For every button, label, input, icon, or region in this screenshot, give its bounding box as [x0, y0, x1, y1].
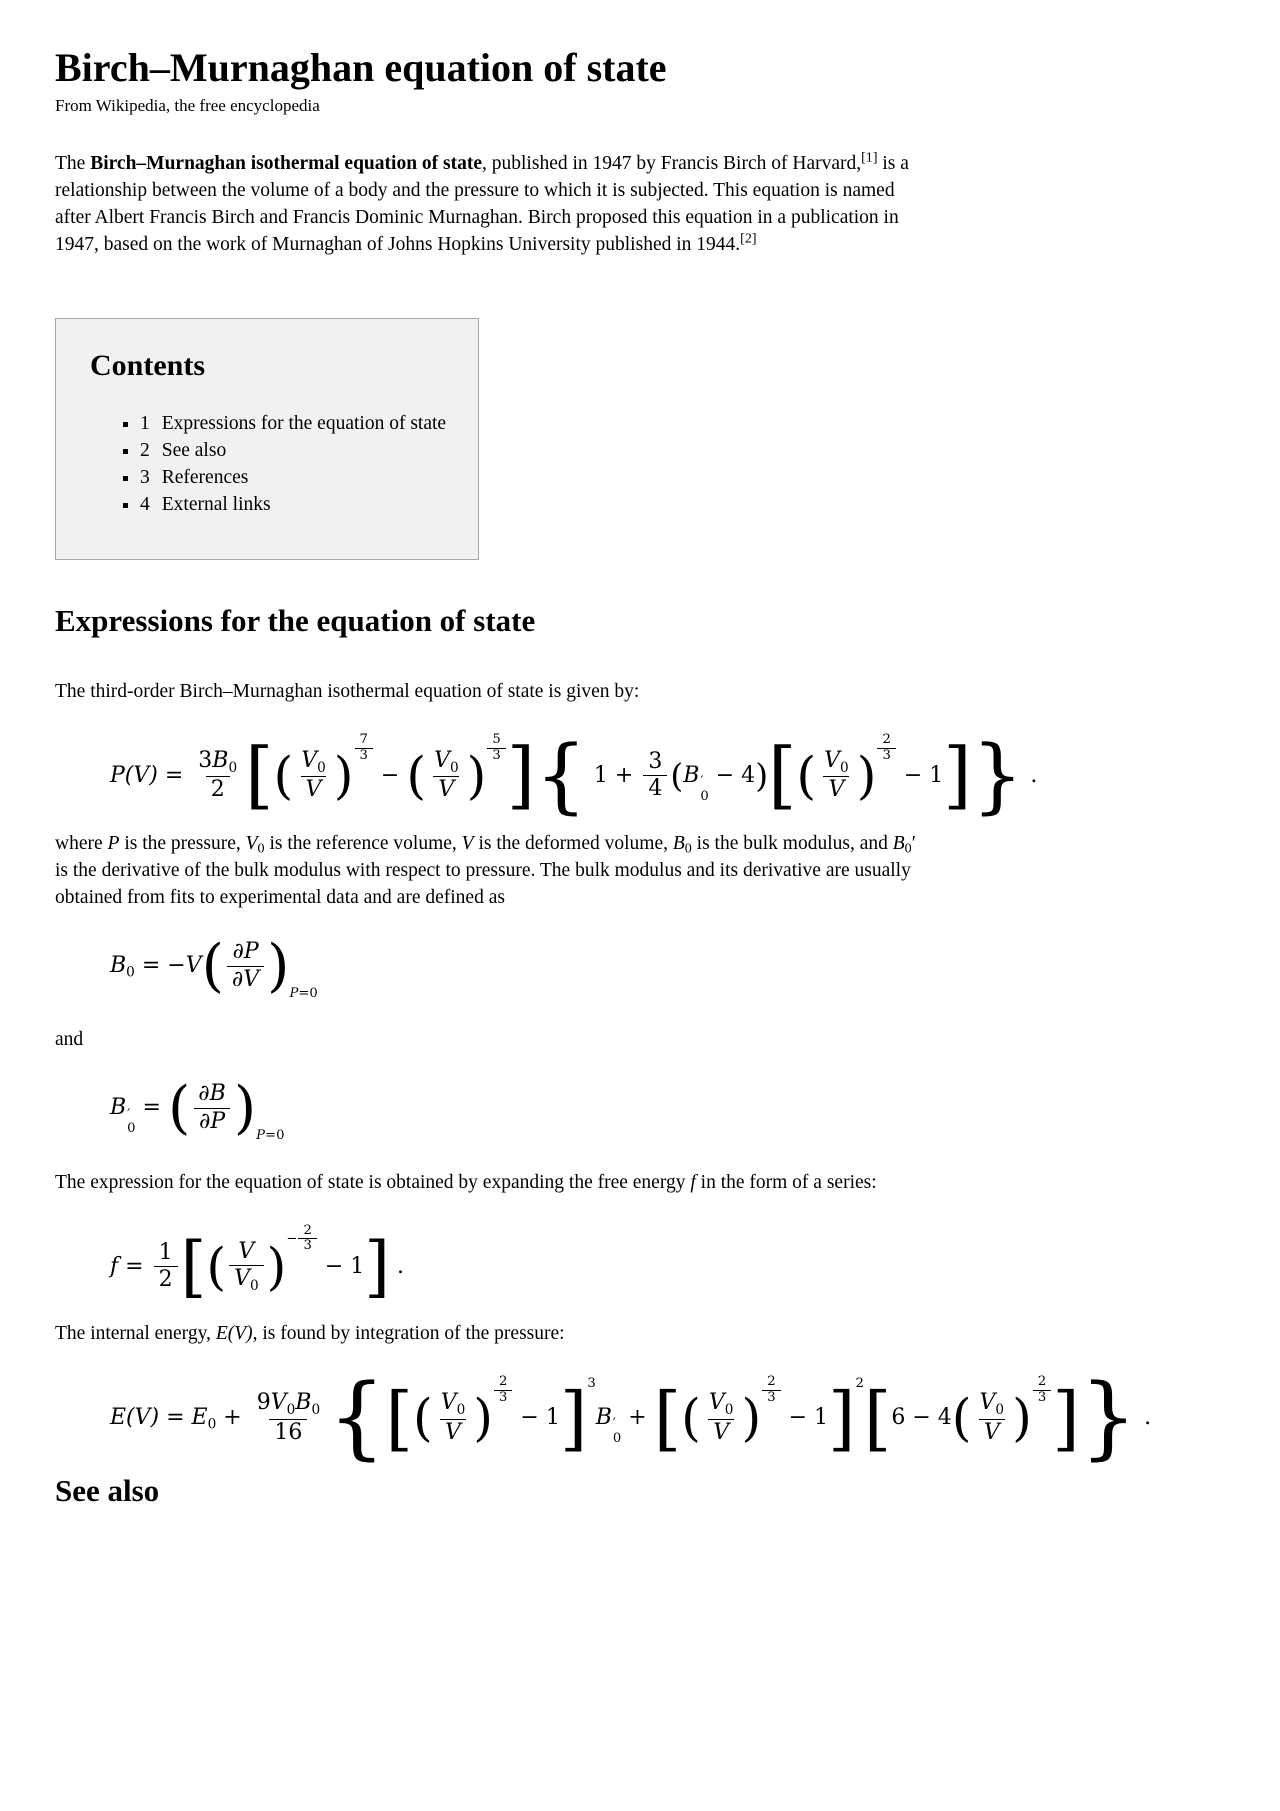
- reference-link[interactable]: [1]: [861, 149, 878, 166]
- page-subtitle: From Wikipedia, the free encyclopedia: [55, 96, 320, 115]
- toc-item-external-links[interactable]: [140, 492, 458, 518]
- toc-item-label: References: [161, 467, 249, 488]
- contents-title: Contents: [90, 349, 206, 382]
- equation-internal-energy: $E(V) = E_0$ + $\frac{9V_0B_0}{16}$ {[( $\frac{V_0}{V}$ ) $\frac{2}{3}$ − 1]3B ′ 0 + [( $\frac{V_0}{V}$ ) $\frac{2}{3}$ − 1]2[6 − 4( $\frac{V_0}{V}$ ) $\frac{2}{3}$ ]} .: [110, 1365, 1152, 1471]
- toc-item-number: 2: [140, 440, 150, 461]
- toc-item-see-also[interactable]: [140, 438, 458, 464]
- toc-item-label: External links: [161, 494, 271, 515]
- paragraph-given-by: The third-order Birch–Murnaghan isothermal equation of state is given by:: [55, 681, 640, 703]
- toc-list: [90, 411, 458, 518]
- toc-item-number: 4: [140, 494, 150, 515]
- paragraph-and: and: [55, 1029, 84, 1051]
- page-title: Birch–Murnaghan equation of state: [55, 45, 667, 90]
- contents-box: [55, 318, 479, 560]
- reference-link[interactable]: [2]: [740, 230, 757, 247]
- toc-item-expressions[interactable]: [140, 411, 458, 437]
- toc-item-label: Expressions for the equation of state: [161, 413, 447, 434]
- equation-free-energy: f = $\frac{1}{2}$ [( $\frac{V}{V_0}$ )− $\frac{2}{3}$ − 1] .: [110, 1222, 405, 1305]
- section-heading-expressions: Expressions for the equation of state: [55, 603, 536, 638]
- toc-item-number: 3: [140, 467, 150, 488]
- toc-item-label: See also: [161, 440, 227, 461]
- section-heading-see-also: See also: [55, 1473, 160, 1509]
- intro-paragraph: The Birch–Murnaghan isothermal equation of state, published in 1947 by Francis Birch of Harvard,[1] is a relationship between the volume of a body and the pressure to which it is subjected. This equation is named after Albert Francis Birch and Francis Dominic Murnaghan. Birch proposed this equation in a publication in 1947, based on the work of Murnaghan of Johns Hopkins University published in 1944.[2]: [55, 149, 909, 255]
- toc-item-number: 1: [140, 413, 150, 434]
- paragraph-series: The expression for the equation of state is obtained by expanding the free energy f in the form of a series:: [55, 1171, 877, 1193]
- paragraph-where: where P is the pressure, V0 is the reference volume, V is the deformed volume, B0 is the bulk modulus, and B0′ is the derivative of the bulk modulus with respect to pressure. The bulk modulus and its derivative are usually obtained from fits to experimental data and are defined as: [55, 833, 916, 909]
- toc-item-references[interactable]: [140, 465, 458, 491]
- equation-bulk-modulus-derivative: B ′ 0 = ( $\frac{\partial B}{\partial P}$ )P=0: [110, 1075, 285, 1144]
- equation-pressure: P(V) = $\frac{3B_0}{2}$ [( $\frac{V_0}{V}$ ) $\frac{7}{3}$ − ( $\frac{V_0}{V}$ ) $\frac{5}{3}$ ]{ 1 + $\frac{3}{4}$ (B ′ 0 − 4)[( $\frac{V_0}{V}$ ) $\frac{2}{3}$ − 1]} .: [110, 727, 1038, 823]
- paragraph-internal-energy: The internal energy, E(V), is found by integration of the pressure:: [55, 1323, 565, 1345]
- equation-bulk-modulus: $B_0 = -V$( $\frac{\partial P}{\partial V}$ )P=0: [110, 933, 318, 1002]
